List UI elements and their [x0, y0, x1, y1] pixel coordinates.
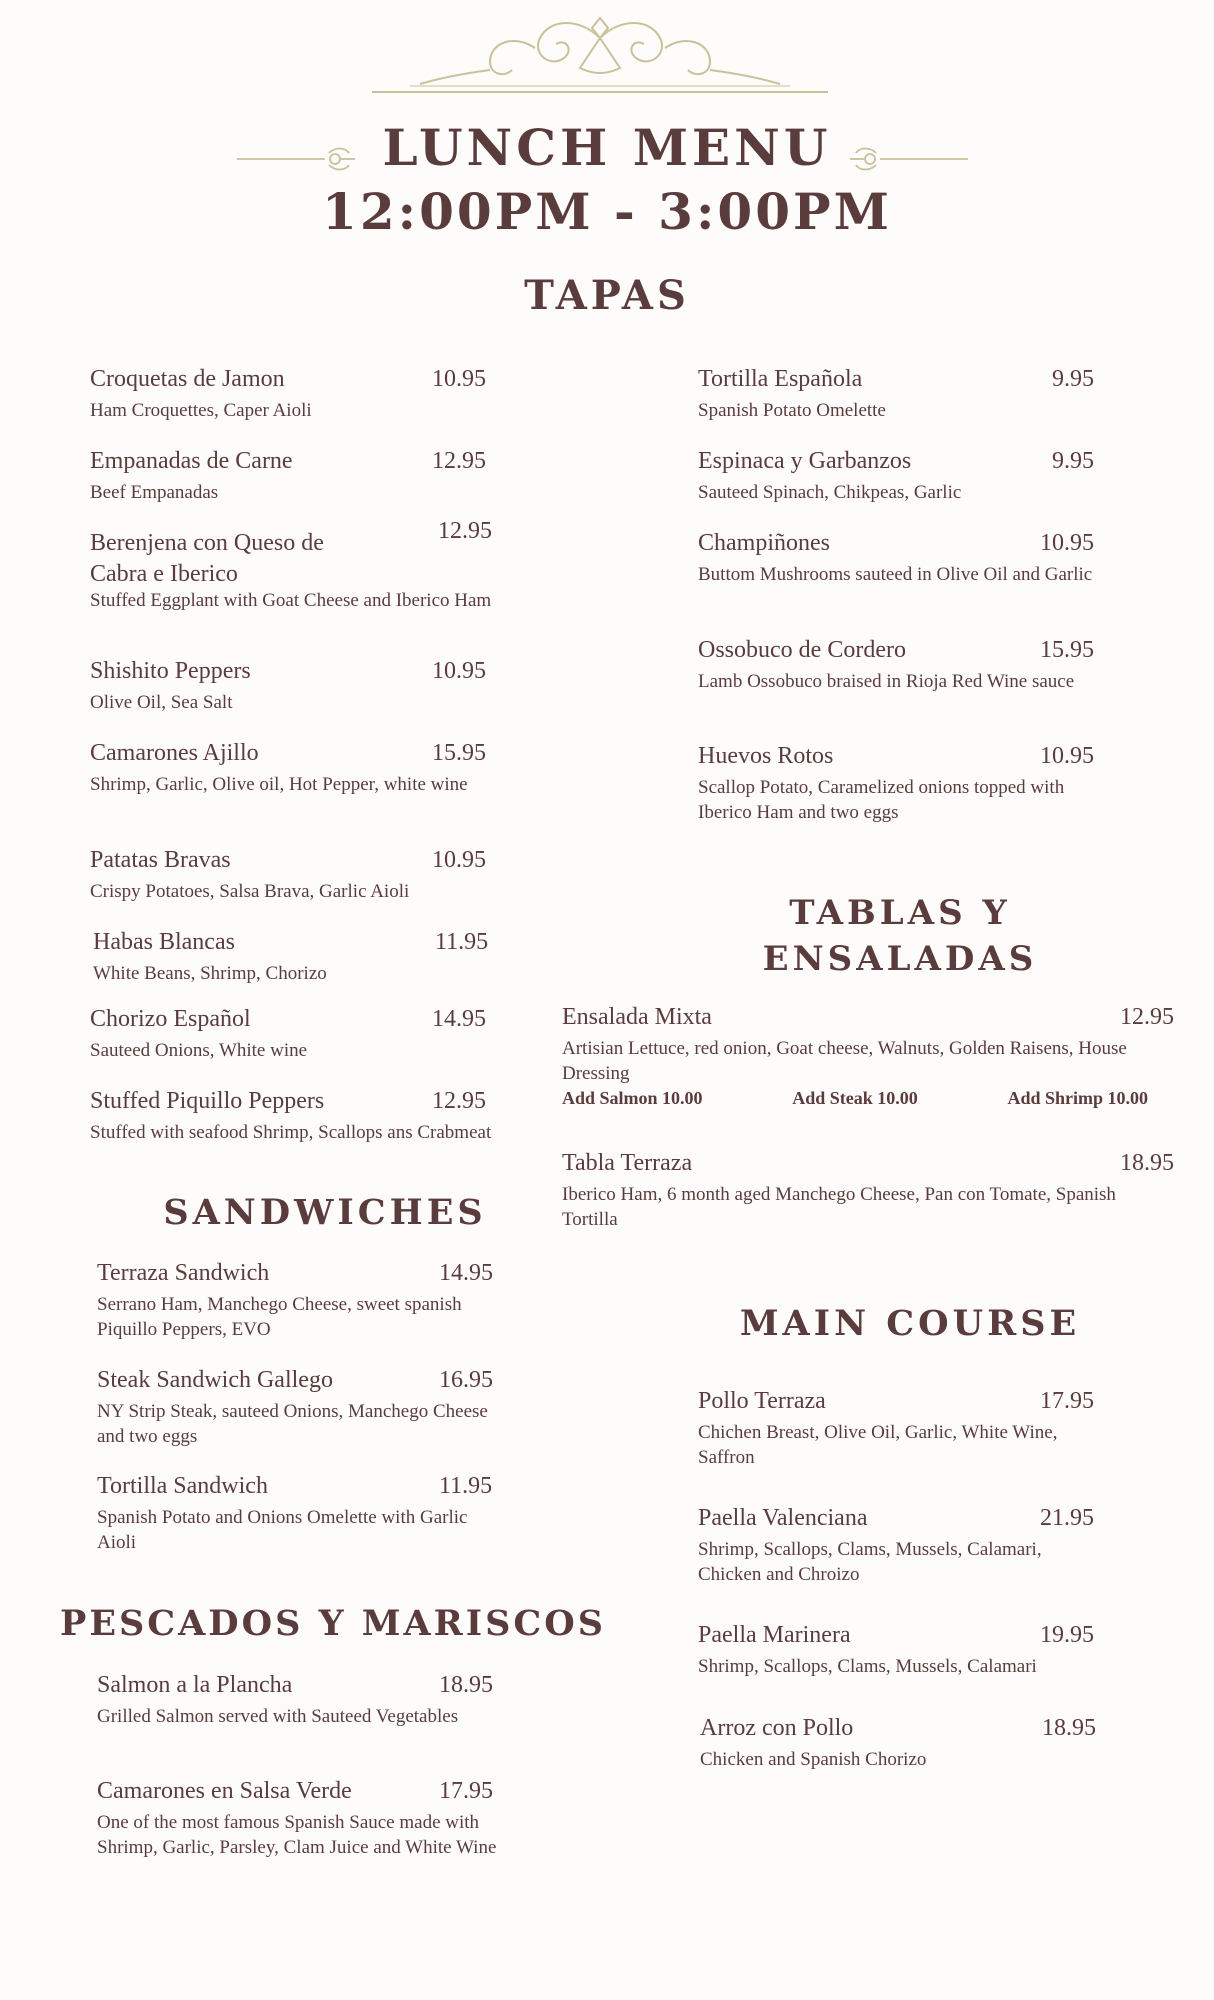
item-name: Tortilla Sandwich — [97, 1473, 268, 1499]
menu-item — [698, 1503, 1108, 1587]
item-description: Olive Oil, Sea Salt — [90, 692, 233, 713]
item-description: Shrimp, Garlic, Olive oil, Hot Pepper, white wine — [90, 774, 468, 795]
item-description: Shrimp, Scallops, Clams, Mussels, Calamari — [698, 1656, 1037, 1677]
item-price: 17.95 — [1040, 1388, 1094, 1414]
item-price: 18.95 — [439, 1672, 493, 1698]
menu-item — [90, 1004, 500, 1063]
item-price: 12.95 — [1120, 1004, 1174, 1030]
section-heading-tablas — [600, 890, 1200, 982]
item-name: Chorizo Español — [90, 1006, 251, 1032]
item-description: Shrimp, Scallops, Clams, Mussels, Calamari, Chicken and Chroizo — [698, 1539, 1042, 1585]
item-name: Empanadas de Carne — [90, 448, 293, 474]
item-name: Stuffed Piquillo Peppers — [90, 1088, 325, 1114]
item-name: Patatas Bravas — [90, 847, 231, 873]
menu-item — [97, 1365, 507, 1449]
item-description: Iberico Ham, 6 month aged Manchego Cheese, Pan con Tomate, Spanish Tortilla — [562, 1184, 1116, 1230]
item-description: Sauteed Spinach, Chikpeas, Garlic — [698, 482, 962, 503]
item-price: 15.95 — [432, 740, 486, 766]
item-description: NY Strip Steak, sauteed Onions, Manchego Cheese and two eggs — [97, 1401, 488, 1447]
menu-title: LUNCH MENU — [382, 118, 832, 177]
item-description: Chichen Breast, Olive Oil, Garlic, White Wine, Saffron — [698, 1422, 1058, 1468]
menu-item — [562, 1148, 1180, 1232]
item-price: 12.95 — [438, 518, 492, 544]
addon-options — [562, 1088, 1148, 1109]
item-name: Shishito Peppers — [90, 658, 251, 684]
item-price: 15.95 — [1040, 637, 1094, 663]
item-name: Huevos Rotos — [698, 743, 834, 769]
menu-item — [97, 1471, 507, 1555]
item-name: Croquetas de Jamon — [90, 366, 285, 392]
menu-item — [97, 1776, 507, 1860]
menu-item — [90, 364, 500, 423]
addon-salmon: Add Salmon 10.00 — [562, 1088, 703, 1108]
item-price: 12.95 — [432, 1088, 486, 1114]
item-price: 9.95 — [1052, 366, 1094, 392]
item-name: Paella Valenciana — [698, 1505, 868, 1531]
item-description: Ham Croquettes, Caper Aioli — [90, 400, 312, 421]
section-heading-pescados: PESCADOS Y MARISCOS — [60, 1603, 607, 1644]
item-price: 11.95 — [439, 1473, 493, 1499]
item-description: Spanish Potato Omelette — [698, 400, 886, 421]
item-name: Habas Blancas — [93, 929, 235, 955]
menu-item — [698, 635, 1108, 694]
menu-item — [698, 446, 1108, 505]
item-name: Ossobuco de Cordero — [698, 637, 906, 663]
item-description: Stuffed with seafood Shrimp, Scallops ans Crabmeat — [90, 1122, 492, 1143]
item-name: Champiñones — [698, 530, 830, 556]
item-name: Terraza Sandwich — [97, 1260, 270, 1286]
section-heading-main-course: MAIN COURSE — [739, 1303, 1081, 1344]
item-price: 14.95 — [439, 1260, 493, 1286]
menu-item — [90, 446, 500, 505]
item-name: Berenjena con Queso de Cabra e Iberico — [90, 530, 324, 587]
menu-item — [93, 927, 503, 986]
item-price: 12.95 — [432, 448, 486, 474]
section-heading-line: ENSALADAS — [762, 939, 1038, 979]
menu-item — [90, 1086, 500, 1145]
item-description: Sauteed Onions, White wine — [90, 1040, 308, 1061]
item-price: 10.95 — [432, 847, 486, 873]
item-price: 10.95 — [432, 366, 486, 392]
item-description: One of the most famous Spanish Sauce made with Shrimp, Garlic, Parsley, Clam Juice and White Wine — [97, 1812, 497, 1858]
item-name: Tortilla Española — [698, 366, 863, 392]
item-price: 21.95 — [1040, 1505, 1094, 1531]
section-heading-sandwiches: SANDWICHES — [163, 1192, 487, 1233]
menu-item — [562, 1002, 1180, 1109]
item-price: 14.95 — [432, 1006, 486, 1032]
item-name: Camarones Ajillo — [90, 740, 259, 766]
item-description: Spanish Potato and Onions Omelette with Garlic Aioli — [97, 1507, 468, 1553]
item-name: Pollo Terraza — [698, 1388, 826, 1414]
item-price: 16.95 — [439, 1367, 493, 1393]
item-description: Beef Empanadas — [90, 482, 219, 503]
item-name: Arroz con Pollo — [700, 1715, 854, 1741]
item-price: 18.95 — [1120, 1150, 1174, 1176]
menu-item — [90, 656, 500, 715]
item-description: Chicken and Spanish Chorizo — [700, 1749, 927, 1770]
menu-item — [698, 1620, 1108, 1679]
menu-item — [97, 1670, 507, 1729]
item-description: White Beans, Shrimp, Chorizo — [93, 963, 327, 984]
item-name: Camarones en Salsa Verde — [97, 1778, 352, 1804]
item-description: Scallop Potato, Caramelized onions topped with Iberico Ham and two eggs — [698, 777, 1065, 823]
menu-item — [698, 741, 1108, 825]
item-name: Tabla Terraza — [562, 1150, 693, 1176]
item-price: 17.95 — [439, 1778, 493, 1804]
item-price: 19.95 — [1040, 1622, 1094, 1648]
item-price: 10.95 — [432, 658, 486, 684]
item-description: Buttom Mushrooms sauteed in Olive Oil and Garlic — [698, 564, 1093, 585]
item-price: 9.95 — [1052, 448, 1094, 474]
section-heading-line: TABLAS Y — [789, 893, 1011, 933]
menu-item — [97, 1258, 507, 1342]
addon-steak: Add Steak 10.00 — [792, 1088, 918, 1108]
menu-item — [698, 528, 1108, 587]
item-price: 10.95 — [1040, 743, 1094, 769]
item-description: Crispy Potatoes, Salsa Brava, Garlic Aioli — [90, 881, 410, 902]
menu-item — [90, 518, 500, 613]
menu-item — [700, 1713, 1110, 1772]
section-heading-tapas: TAPAS — [524, 272, 690, 319]
item-name: Salmon a la Plancha — [97, 1672, 293, 1698]
item-price: 18.95 — [1042, 1715, 1096, 1741]
item-description: Lamb Ossobuco braised in Rioja Red Wine sauce — [698, 671, 1075, 692]
item-name: Steak Sandwich Gallego — [97, 1367, 333, 1393]
item-name: Ensalada Mixta — [562, 1004, 712, 1030]
item-description: Serrano Ham, Manchego Cheese, sweet spanish Piquillo Peppers, EVO — [97, 1294, 462, 1340]
item-price: 11.95 — [435, 929, 489, 955]
menu-item — [698, 364, 1108, 423]
item-name: Paella Marinera — [698, 1622, 851, 1648]
item-description: Stuffed Eggplant with Goat Cheese and Iberico Ham — [90, 590, 492, 611]
menu-hours: 12:00PM - 3:00PM — [322, 182, 892, 241]
item-name: Espinaca y Garbanzos — [698, 448, 912, 474]
flourish-ornament-icon — [370, 8, 830, 98]
item-description: Artisian Lettuce, red onion, Goat cheese, Walnuts, Golden Raisens, House Dressing — [562, 1038, 1127, 1084]
addon-shrimp: Add Shrimp 10.00 — [1007, 1088, 1148, 1108]
item-price: 10.95 — [1040, 530, 1094, 556]
menu-item — [90, 845, 500, 904]
menu-item — [698, 1386, 1108, 1470]
menu-item — [90, 738, 500, 797]
item-description: Grilled Salmon served with Sauteed Vegetables — [97, 1706, 459, 1727]
